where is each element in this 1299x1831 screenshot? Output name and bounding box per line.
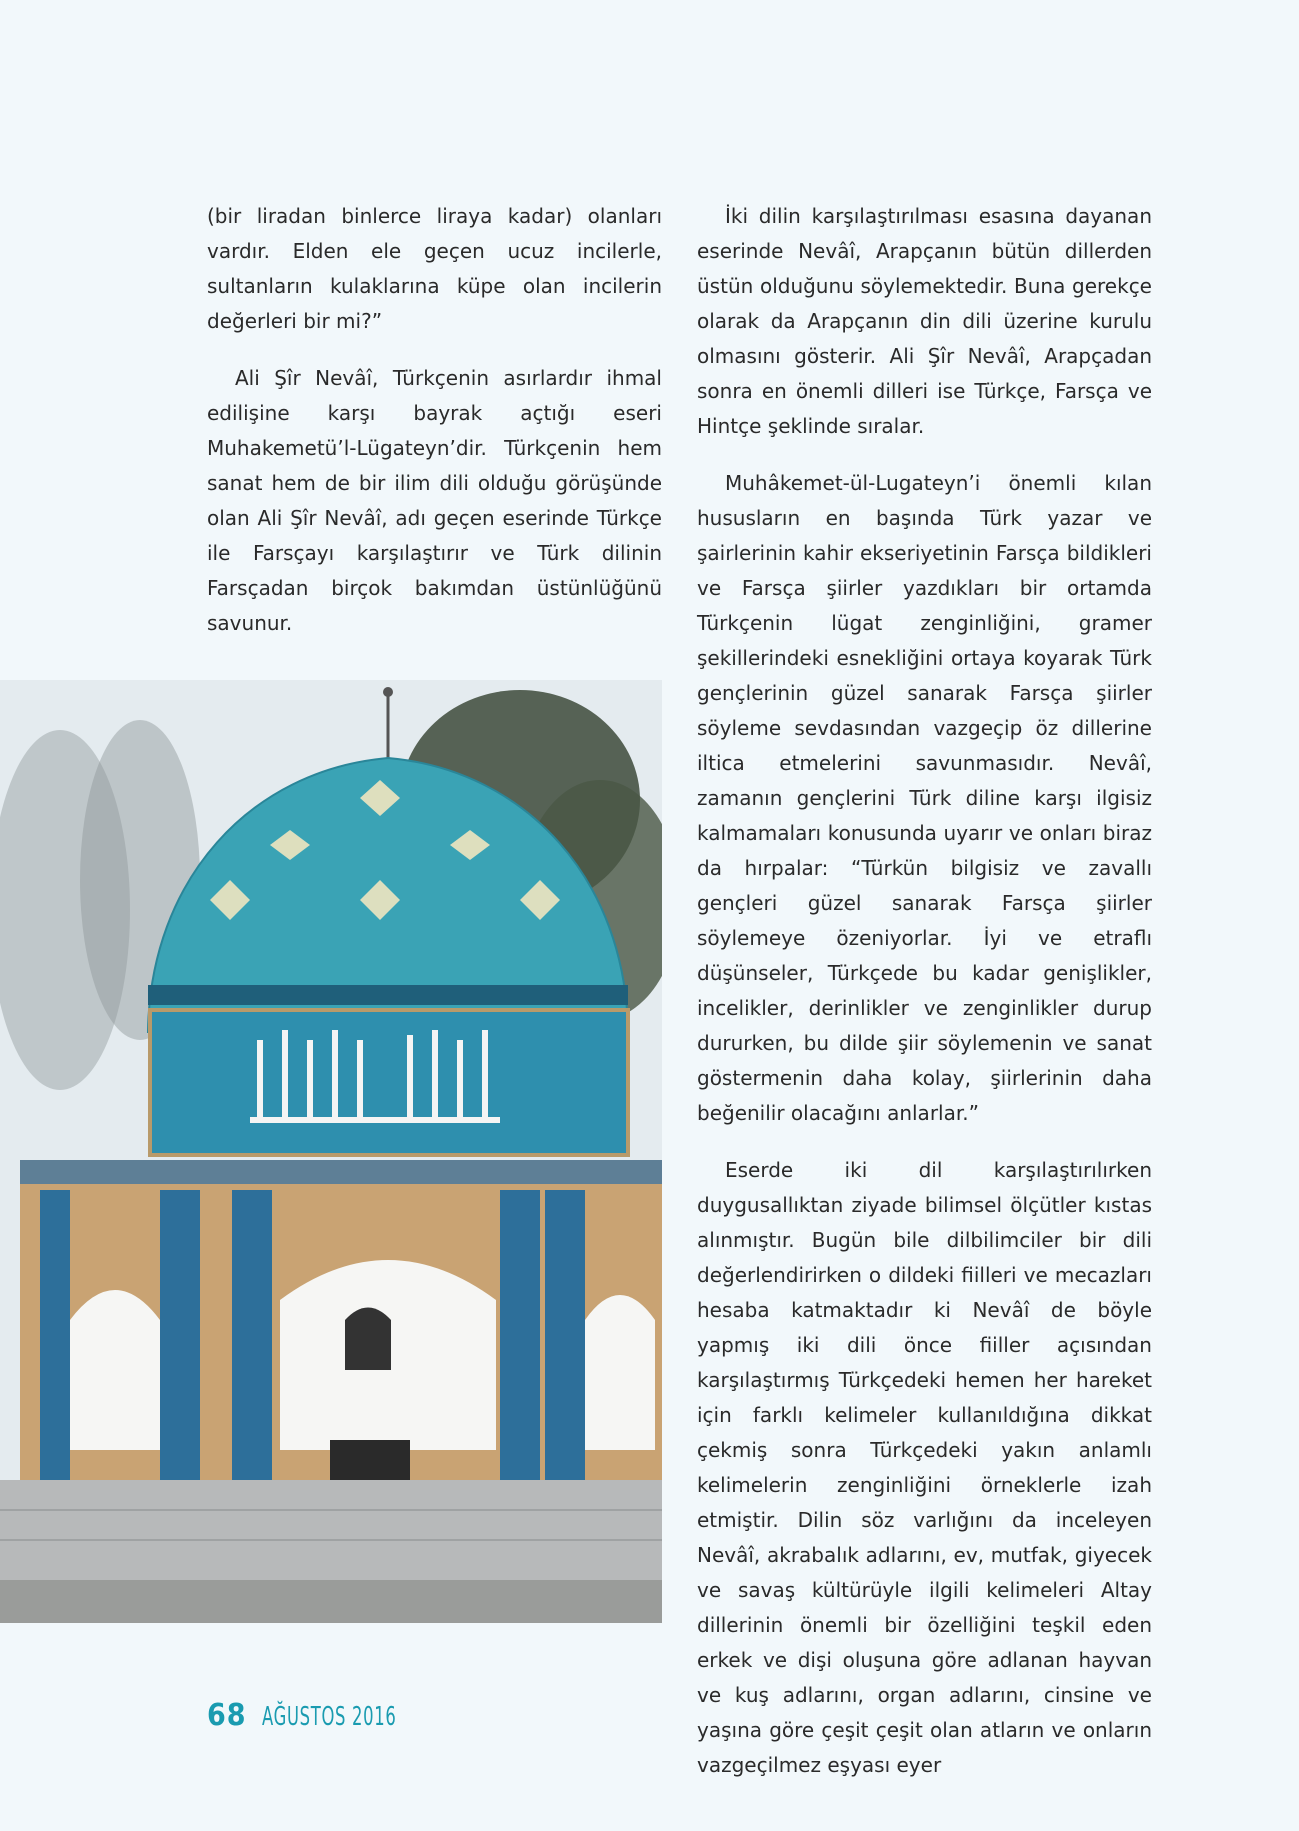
paragraph: Ali Şîr Nevâî, Türkçenin asırlardır ihmal edilişine karşı bayrak açtığı eseri Muhakemetü’l-Lügateyn’dir. Türkçenin hem sanat hem de bir ilim dili olduğu görüşünde olan Ali Şîr Nevâî, adı geçen eserinde Türkçe ile Farsçayı karşılaştırır ve Türk dilinin Farsçadan birçok bakımdan üstünlüğünü savunur. xyxy=(207,366,662,635)
paragraph: İki dilin karşılaştırılması esasına dayanan eserinde Nevâî, Arapçanın bütün dillerden üstün olduğunu söylemektedir. Buna gerekçe olarak da Arapçanın din dili üzerine kurulu olmasını gösterir. Ali Şîr Nevâî, Arapçadan sonra en önemli dilleri ise Türkçe, Farsça ve Hintçe şeklinde sıralar. xyxy=(697,204,1152,438)
paragraph: Eserde iki dil karşılaştırılırken duygusallıktan ziyade bilimsel ölçütler kıstas alınmıştır. Bugün bile dilbilimciler bir dili değerlendirirken o dildeki fiilleri ve mecazları hesaba katmaktadır ki Nevâî de böyle yapmış iki dili önce fiiller açısından karşılaştırmış Türkçedeki hemen her hareket için farklı kelimeler kullanıldığına dikkat çekmiş sonra Türkçedeki yakın anlamlı kelimelerin zenginliğini örneklerle izah etmiştir. Dilin söz varlığını da inceleyen Nevâî, akrabalık adlarını, ev, mutfak, giyecek ve savaş kültürüyle ilgili kelimeleri Altay dillerinin önemli bir özelliğini teşkil eden erkek ve dişi oluşuna göre adlanan hayvan ve kuş adlarını, organ adlarını, cinsine ve yaşına göre çeşit çeşit olan atların ve onların vazgeçilmez eşyası eyer xyxy=(697,1158,1152,1777)
page-number: 68 xyxy=(207,1698,247,1733)
right-column xyxy=(697,199,1152,1805)
paragraph: (bir liradan binlerce liraya kadar) olanları vardır. Elden ele geçen ucuz incilerle, sultanların kulaklarına küpe olan incilerin değerleri bir mi?” xyxy=(207,204,662,333)
paragraph: Muhâkemet-ül-Lugateyn’i önemli kılan hususların en başında Türk yazar ve şairlerinin kahir ekseriyetinin Farsça bildikleri ve Farsça şiirler yazdıkları bir ortamda Türkçenin lügat zenginliğini, gramer şekillerindeki esnekliğini ortaya koyarak Türk gençlerinin güzel sanarak Farsça şiirler söyleme sevdasından vazgeçip öz dillerine iltica etmelerini savunmasıdır. Nevâî, zamanın gençlerini Türk diline karşı ilgisiz kalmamaları konusunda uyarır ve onları biraz da hırpalar: “Türkün bilgisiz ve zavallı gençleri güzel sanarak Farsça şiirler söylemeye özeniyorlar. İyi ve etraflı düşünseler, Türkçede bu kadar genişlikler, incelikler, derinlikler ve zenginlikler durup dururken, bu dilde şiir söylemenin ve sanat göstermenin daha kolay, şiirlerinin daha beğenilir olacağını anlarlar.” xyxy=(697,471,1152,1125)
mausoleum-photo xyxy=(0,680,662,1623)
page-footer xyxy=(207,1698,454,1733)
left-column xyxy=(207,199,662,663)
issue-date: AĞUSTOS 2016 xyxy=(262,1702,397,1732)
mausoleum-illustration xyxy=(0,680,662,1623)
